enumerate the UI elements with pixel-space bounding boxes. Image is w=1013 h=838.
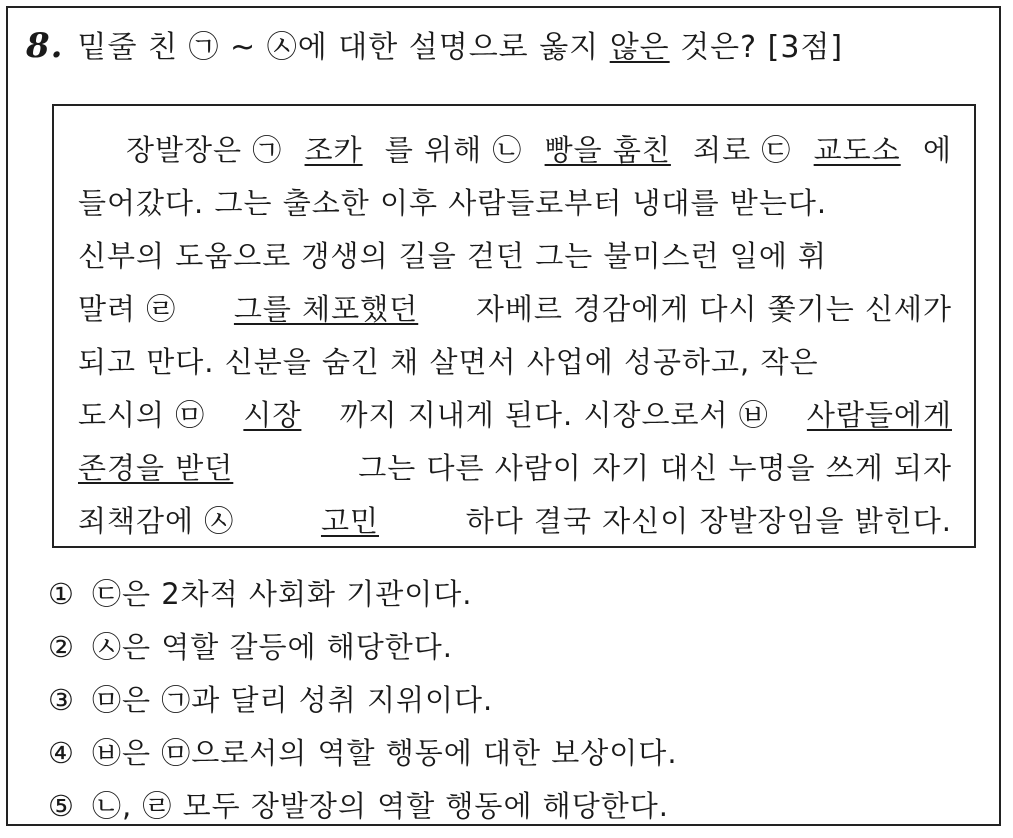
passage-underlined-text: 시장 [243, 398, 302, 432]
choice-text: ㉤은 ㉠과 달리 성취 지위이다. [92, 683, 494, 717]
answer-choice-2[interactable] [48, 621, 678, 674]
passage-underlined-text: 교도소 [813, 133, 901, 167]
passage-line [78, 389, 952, 442]
passage-underlined-text: 빵을 훔친 [544, 133, 671, 167]
passage-text: 되고 만다. 신분을 숨긴 채 살면서 사업에 성공하고, 작은 [78, 345, 819, 379]
question-frame [6, 6, 1001, 826]
passage-underlined-text: 고민 [320, 504, 379, 538]
passage-line [78, 442, 952, 495]
answer-choices [48, 568, 678, 833]
passage-text: 까지 지내게 된다. 시장으로서 ㉥ [339, 398, 769, 432]
passage-text: 신부의 도움으로 갱생의 길을 걷던 그는 불미스런 일에 휘 [78, 239, 828, 273]
passage-text: 도시의 ㉤ [78, 398, 206, 432]
choice-number: ① [48, 577, 75, 611]
passage-text: 자베르 경감에게 다시 쫓기는 신세가 [475, 292, 952, 326]
passage-text: 하다 결국 자신이 장발장임을 밝힌다. [465, 504, 952, 538]
passage-text: 말려 ㉣ [78, 292, 177, 326]
question-text-before: 밑줄 친 ㉠ ~ ㉦에 대한 설명으로 옳지 [77, 30, 610, 65]
answer-choice-5[interactable] [48, 780, 678, 833]
question-text-after: 것은? [3점] [669, 30, 844, 65]
passage-text: 죄책감에 ㉦ [78, 504, 235, 538]
choice-number: ⑤ [48, 789, 75, 823]
choice-number: ② [48, 630, 75, 664]
passage-text: 그는 다른 사람이 자기 대신 누명을 쓰게 되자 [358, 451, 952, 485]
passage-line [78, 177, 952, 230]
passage-underlined-text: 사람들에게 [806, 398, 952, 432]
passage-text: 에 [922, 133, 952, 167]
passage-box [52, 104, 976, 548]
question-underlined-word: 않은 [609, 30, 670, 65]
answer-choice-1[interactable] [48, 568, 678, 621]
choice-number: ③ [48, 683, 75, 717]
passage-underlined-text: 그를 체포했던 [233, 292, 419, 326]
passage-text: 장발장은 ㉠ [126, 133, 283, 167]
answer-choice-3[interactable] [48, 674, 678, 727]
choice-text: ㉦은 역할 갈등에 해당한다. [92, 630, 454, 664]
choice-text: ㉡, ㉣ 모두 장발장의 역할 행동에 해당한다. [92, 789, 669, 823]
passage-underlined-text: 조카 [304, 133, 363, 167]
choice-number: ④ [48, 736, 75, 770]
passage-text: 들어갔다. 그는 출소한 이후 사람들로부터 냉대를 받는다. [78, 186, 828, 220]
choice-text: ㉥은 ㉤으로서의 역할 행동에 대한 보상이다. [92, 736, 678, 770]
passage-text: 죄로 ㉢ [693, 133, 792, 167]
passage-text: 를 위해 ㉡ [384, 133, 523, 167]
question-number: 8. [26, 26, 64, 66]
passage-underlined-text: 존경을 받던 [78, 451, 234, 485]
question-stem [26, 22, 843, 66]
passage-line [78, 283, 952, 336]
passage-line [78, 230, 952, 283]
passage-line [78, 336, 952, 389]
answer-choice-4[interactable] [48, 727, 678, 780]
choice-text: ㉢은 2차적 사회화 기관이다. [92, 577, 473, 611]
passage-line [78, 495, 952, 548]
passage-line [78, 124, 952, 177]
